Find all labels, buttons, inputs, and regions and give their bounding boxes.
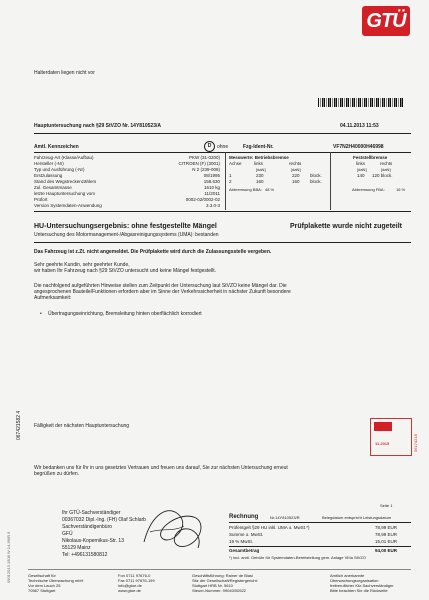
bullet-icon: •: [40, 311, 42, 317]
expert-line4: GFÜ: [62, 531, 73, 537]
park-col-rechts: rechts: [380, 161, 393, 166]
bba-value: 48 %: [265, 187, 275, 192]
fba-label: Abbremsung FBA:: [352, 187, 385, 192]
park-brake-title: Feststellbremse: [353, 155, 388, 160]
fin-value: VF7N2H40000H46998: [333, 144, 384, 150]
divider: [34, 242, 411, 243]
vehicle-row-label: Zul. Gesamtmasse: [34, 185, 72, 190]
report-datetime: 04.11.2013 11:53: [340, 123, 379, 129]
stamp-date: 11.2015: [375, 441, 390, 446]
fin-label: Fzg-Ident-Nr.: [243, 144, 274, 150]
invoice-total-value: 94,00 EUR: [375, 548, 398, 553]
vehicle-row-value: CITROEN (F) (3001): [178, 161, 220, 166]
greeting-line1: Sehr geehrte Kundin, sehr geehrter Kunde,: [34, 262, 130, 268]
divider: [330, 152, 331, 210]
hu-stamp: [370, 418, 412, 456]
footer-text: freiberuflicher Kfz-Sachverständiger: [330, 583, 394, 588]
stamp-logo: [374, 422, 392, 431]
expert-line2: 00367032 Dipl.-Ing. (FH) Olaf Schlarb: [62, 517, 146, 523]
footer-text: Fon 0711 97676-0: [118, 573, 151, 578]
vehicle-row-value: 1610 kg: [203, 185, 220, 190]
footer-text: Geschäftsführung: Rainer de Biasi: [192, 573, 253, 578]
invoice-row-value: 15,01 EUR: [375, 539, 398, 544]
brake-note: block.: [310, 179, 322, 184]
vehicle-row-label: Erstzulassung: [34, 173, 63, 178]
footer-text: Steuer-Nummer: 99040/00522: [192, 588, 247, 593]
park-left: 140: [357, 173, 365, 178]
footer-text: Technische Überwachung mbH: [28, 578, 84, 583]
barcode-top: [318, 98, 404, 107]
gtue-logo: [362, 6, 410, 36]
unit-links: [daN]: [256, 167, 266, 172]
defect-note: Übertragungseinrichtung, Bremsleitung hinten oberflächlich korrodiert: [48, 311, 202, 317]
brake-note: block.: [310, 173, 322, 178]
col-rechts: rechts: [289, 161, 302, 166]
expert-line3: Sachverständigenbüro: [62, 524, 113, 530]
service-brake-title: Messwerte: Betriebsbremse: [229, 155, 289, 160]
park-unit-links: [daN]: [357, 167, 367, 172]
footer-text: Amtlich anerkannte: [330, 573, 365, 578]
invoice-row-value: 78,99 EUR: [375, 525, 398, 530]
hints-line2: angesprochenen Bauteile/Funktionen erfordern aber im Sinne der Verkehrssicherheit in nächster Zukunft besondere: [34, 289, 291, 295]
brake-right: 160: [292, 179, 300, 184]
uma-result: Untersuchung des Motormanagement-/Abgasreinigungssystems (UMA): bestanden: [34, 232, 219, 238]
footer-text: Vor dem Lauch 25: [28, 583, 61, 588]
stamp-side-number: 06174218: [413, 434, 418, 452]
expert-line1: Ihr GTÜ-Sachverständiger: [62, 510, 121, 516]
unit-rechts: [daN]: [291, 167, 301, 172]
col-achse: Achse: [229, 161, 242, 166]
footer-text: Überwachungsorganisation: [330, 578, 379, 583]
plakette-status: Prüfplakette wurde nicht zugeteilt: [290, 223, 403, 230]
invoice-number: Nr.14Y810523/R: [270, 515, 300, 520]
vehicle-row-value: N 2 (239-008): [192, 167, 220, 172]
footer-text: Stuttgart HRB Nr. 5610: [192, 583, 233, 588]
result-heading: HU-Untersuchungsergebnis: ohne festgestellte Mängel: [34, 223, 217, 230]
footer-text: Gesellschaft für: [28, 573, 56, 578]
report-title: Hauptuntersuchung nach §29 StVZO Nr. 14Y810523/A: [34, 123, 161, 129]
invoice-row-label: Summe o. MwSt.: [229, 532, 264, 537]
side-code: 09012013 1508 W 14-99/R 9: [6, 531, 11, 583]
hints-line3: Aufmerksamkeit:: [34, 295, 72, 301]
park-right: 120 block.: [372, 173, 393, 178]
col-links: links: [254, 161, 264, 166]
invoice-footnote: *) incl. amtl. Gebühr für Systemdaten-Bereitstellung gem. Anlage VIIIa StVZO: [229, 555, 366, 560]
invoice-row-label: Prüfentgelt §29 HU inkl. UMA o. MwSt.*): [229, 525, 310, 530]
invoice-page: Seite 1: [380, 503, 393, 508]
vehicle-row-label: Fahrzeug-Art (Klasse/Aufbau): [34, 155, 94, 160]
vehicle-row-value: 158.630: [203, 179, 220, 184]
brake-axle: 2: [229, 179, 232, 184]
country-code-badge: D: [204, 141, 215, 152]
bba-label: Abbremsung BBA:: [229, 187, 262, 192]
divider: [34, 133, 411, 134]
thanks-line1: Wir bedanken uns für Ihr in uns gesetztes Vertrauen und freuen uns darauf, Sie zur nächsten Untersuchung erneut: [34, 465, 288, 471]
footer-text: info@gtue.de: [118, 583, 142, 588]
vehicle-row-label: Typ und Ausführung (-Nr): [34, 167, 85, 172]
fba-value: 16 %: [396, 187, 406, 192]
expert-line7: Tel: +496131580812: [62, 552, 108, 558]
divider: [34, 211, 411, 212]
next-hu-label: Fälligkeit der nächsten Hauptuntersuchung: [34, 423, 130, 429]
vehicle-row-label: Stand des Wegstreckenzählers: [34, 179, 97, 184]
invoice-row-value: 78,99 EUR: [375, 532, 398, 537]
divider: [229, 522, 411, 523]
brake-right: 220: [292, 173, 300, 178]
brake-left: 230: [256, 173, 264, 178]
footer-text: Sitz der Gesellschaft/Registergericht:: [192, 578, 258, 583]
vehicle-row-label: Hersteller (-Nr): [34, 161, 64, 166]
footer-divider: [28, 569, 411, 570]
vehicle-row-value: 0002-02/0002-02: [185, 197, 220, 202]
footer-text: 70567 Stuttgart: [28, 588, 56, 593]
divider: [34, 152, 411, 153]
vehicle-row-label: Version Systemdaten-Anwendung: [34, 203, 102, 208]
greeting-line2: wir haben Ihr Fahrzeug nach §29 StVZO untersucht und keine Mängel festgestellt.: [34, 268, 217, 274]
vehicle-row-label: Prüfort: [34, 197, 48, 202]
expert-line5: Nikolaus-Kopernikus-Str. 13: [62, 538, 124, 544]
registration-notice: Das Fahrzeug ist z.Zt. nicht angemeldet. Die Prüfplakette wird durch die Zulassungsstelle vergeben.: [34, 249, 272, 255]
holder-note: Halterdaten liegen nicht vor: [34, 70, 95, 76]
invoice-total-label: Gesamtbetrag: [229, 548, 260, 553]
invoice-row-label: 19 % MwSt.: [229, 539, 254, 544]
brake-left: 160: [256, 179, 264, 184]
divider: [229, 546, 411, 547]
vehicle-row-value: PKW (31-0200): [188, 155, 220, 160]
expert-line6: 55129 Mainz: [62, 545, 91, 551]
kennzeichen-label: Amtl. Kennzeichen: [34, 144, 79, 150]
park-col-links: links: [356, 161, 366, 166]
park-unit-rechts: [daN]: [381, 167, 391, 172]
invoice-title: Rechnung: [229, 514, 259, 520]
footer-text: Fax 0711 97676-199: [118, 578, 155, 583]
kennzeichen-value: ohne: [217, 144, 229, 150]
footer-text: Bitte beachten Sie die Rückseite: [330, 588, 388, 593]
vehicle-row-label: letzte Hauptuntersuchung vom: [34, 191, 96, 196]
gtue-logo-text: GTÜ: [366, 10, 406, 32]
footer-text: www.gtue.de: [118, 588, 141, 593]
divider: [225, 152, 226, 210]
brake-axle: 1: [229, 173, 232, 178]
thanks-line2: begrüßen zu dürfen.: [34, 471, 80, 477]
serial-number: 067421582 4: [16, 410, 22, 440]
vehicle-row-value: 08/1995: [203, 173, 220, 178]
vehicle-row-value: 3.3.0-3: [205, 203, 220, 208]
hints-line1: Die nachfolgend aufgeführten Hinweise stellen zum Zeitpunkt der Untersuchung laut StVZO keine Mängel dar. Die: [34, 283, 287, 289]
vehicle-row-value: 11/2011: [204, 191, 220, 196]
invoice-note: Belegdatum entspricht Leistungsdatum: [322, 515, 392, 520]
expert-signature: [140, 502, 210, 554]
